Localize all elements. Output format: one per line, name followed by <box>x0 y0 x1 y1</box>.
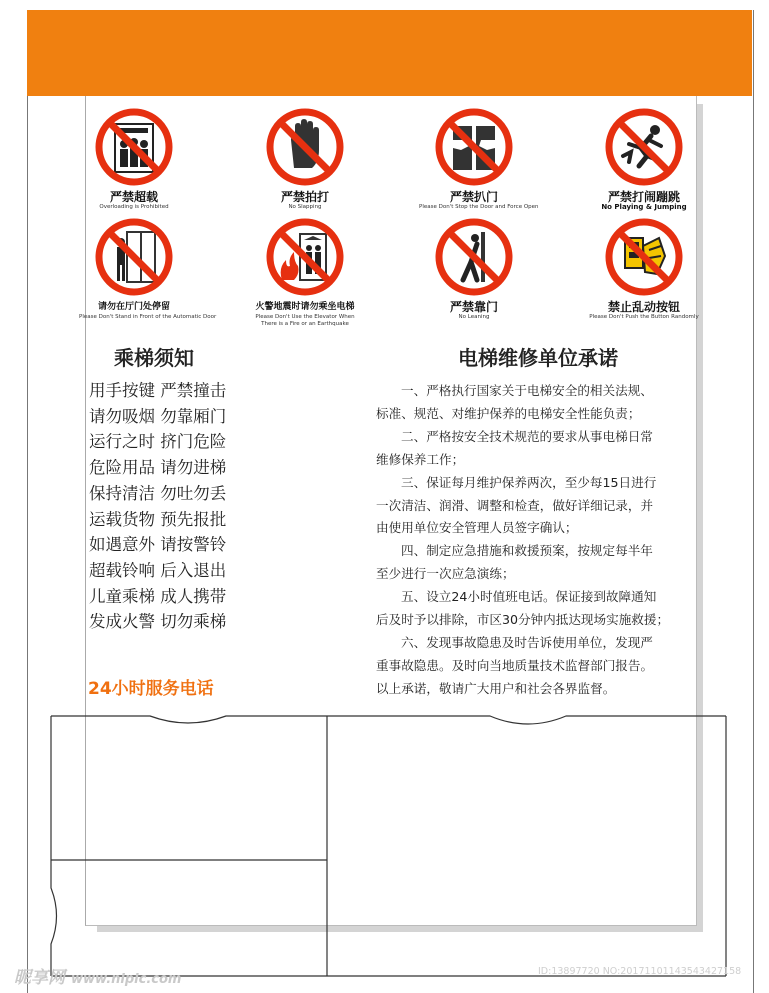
ride-rule: 请勿吸烟 勿靠厢门 <box>89 406 227 426</box>
service-hotline-label: 24小时服务电话 <box>88 679 214 699</box>
ride-rule: 运行之时 挤门危险 <box>89 432 227 452</box>
commitment-line: 三、保证每月维护保养两次，至少每15日进行 <box>401 474 657 490</box>
commitment-line: 由使用单位安全管理人员签字确认； <box>376 520 578 536</box>
sign-label: 严禁拍打 <box>280 190 329 204</box>
sign-label-en: No Playing & Jumping <box>601 203 687 211</box>
ride-rule: 危险用品 请勿进梯 <box>89 458 227 478</box>
sign-label: 严禁靠门 <box>449 300 498 314</box>
sign-label: 请勿在厅门处停留 <box>97 302 170 312</box>
sign-label-en: Overloading is Prohibited <box>99 204 169 210</box>
commitment-line: 二、严格按安全技术规范的要求从事电梯日常 <box>401 428 653 444</box>
commitment-line: 重事故隐患。及时向当地质量技术监督部门报告。 <box>376 657 654 673</box>
watermark-brand <box>14 963 181 988</box>
sign-label-en: No Slapping <box>288 204 322 210</box>
sign-label-en: Please Don't Push the Button Randomly <box>589 314 699 320</box>
commitment-line: 标准、规范、对维护保养的电梯安全性能负责； <box>376 405 641 421</box>
commitment-line: 至少进行一次应急演练； <box>376 566 515 582</box>
commitment-line: 六、发现事故隐患及时告诉使用单位，发现严 <box>401 634 653 650</box>
commitment-line: 后及时予以排除，市区30分钟内抵达现场实施救援； <box>376 612 670 628</box>
ride-rule: 运载货物 预先报批 <box>89 509 227 529</box>
commitment-line: 四、制定应急措施和救援预案，按规定每半年 <box>401 543 653 559</box>
watermark-brand-text: 昵享网 <box>14 968 65 988</box>
sign-label: 火警地震时请勿乘坐电梯 <box>255 302 355 312</box>
sign-label-en: Please Don't Use the Elevator When There is a Fire or an Earthquake <box>255 314 355 327</box>
image-id-tag: ID:13897720 NO:20171101143543427158 <box>538 966 742 977</box>
maintenance-commitment-title: 电梯维修单位承诺 <box>458 346 618 370</box>
ride-rule: 发成火警 切勿乘梯 <box>89 612 227 632</box>
commitment-line: 五、设立24小时值班电话。保证接到故障通知 <box>401 589 657 605</box>
sign-label: 禁止乱动按钮 <box>607 300 680 314</box>
commitment-line: 以上承诺，敬请广大用户和社会各界监督。 <box>376 680 616 696</box>
ride-rule: 儿童乘梯 成人携带 <box>89 586 227 606</box>
commitment-line: 维修保养工作； <box>376 451 465 467</box>
sign-label: 严禁扒门 <box>449 190 498 204</box>
sign-label-en: No Leaning <box>458 314 490 320</box>
ride-rule: 用手按键 严禁撞击 <box>89 381 227 400</box>
ride-notice-title: 乘梯须知 <box>114 346 194 370</box>
sign-label-en: Please Don't Stop the Door and Force Open <box>419 204 539 210</box>
sign-label-en: Please Don't Stand in Front of the Automatic Door <box>79 314 217 320</box>
commitment-line: 一、严格执行国家关于电梯安全的相关法规、 <box>401 383 653 398</box>
sign-label: 严禁超载 <box>109 190 158 204</box>
sign-label: 严禁打闹蹦跳 <box>607 190 680 204</box>
watermark-url: www.nipic.com <box>71 972 182 987</box>
ride-rule: 超载铃响 后入退出 <box>89 560 227 580</box>
ride-rule: 如遇意外 请按警铃 <box>89 535 227 555</box>
commitment-line: 一次清洁、润滑、调整和检查，做好详细记录，并 <box>376 497 654 513</box>
ride-rule: 保持清洁 勿吐勿丢 <box>89 483 227 503</box>
